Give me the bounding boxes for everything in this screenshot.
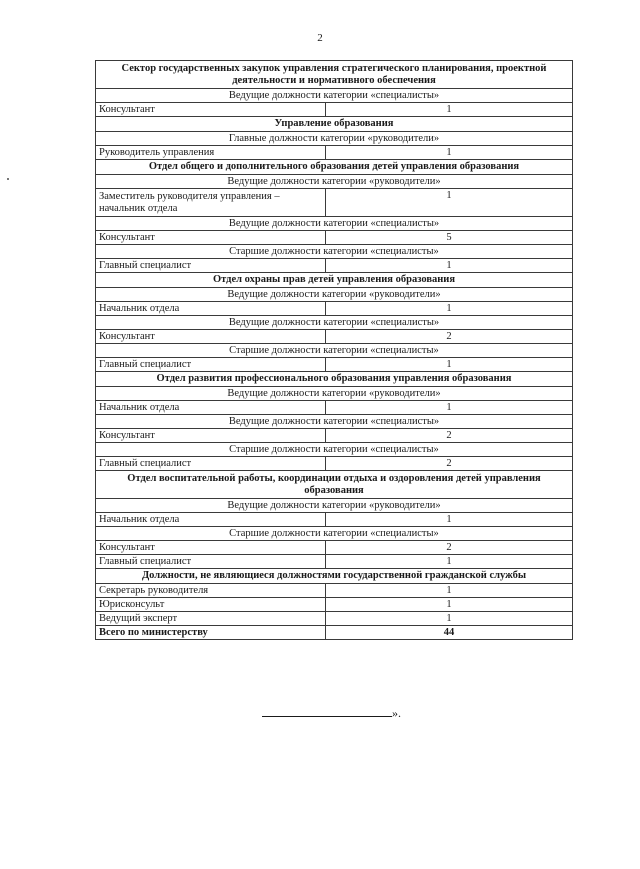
position-title: Главный специалист — [96, 358, 326, 372]
position-row — [96, 330, 573, 344]
position-title: Главный специалист — [96, 555, 326, 569]
position-count: 1 — [326, 612, 573, 626]
position-title: Консультант — [96, 541, 326, 555]
position-row — [96, 513, 573, 527]
section-header-row — [96, 569, 573, 584]
category-title: Ведущие должности категории «руководители» — [96, 387, 573, 401]
position-title: Руководитель управления — [96, 146, 326, 160]
category-row — [96, 89, 573, 103]
category-row — [96, 288, 573, 302]
position-count: 1 — [326, 146, 573, 160]
position-title: Секретарь руководителя — [96, 584, 326, 598]
position-row — [96, 259, 573, 273]
closing-quote: ». — [392, 706, 401, 720]
page-number: 2 — [317, 32, 323, 44]
category-title: Ведущие должности категории «специалисты» — [96, 89, 573, 103]
category-row — [96, 316, 573, 330]
section-header-row — [96, 61, 573, 89]
category-title: Старшие должности категории «специалисты» — [96, 245, 573, 259]
position-count: 2 — [326, 541, 573, 555]
position-title: Главный специалист — [96, 457, 326, 471]
position-count: 1 — [326, 401, 573, 415]
position-title: Юрисконсульт — [96, 598, 326, 612]
position-row — [96, 541, 573, 555]
position-count: 5 — [326, 231, 573, 245]
category-title: Ведущие должности категории «специалисты» — [96, 415, 573, 429]
section-title: Отдел воспитательной работы, координации отдыха и оздоровления детей управления образования — [96, 471, 573, 499]
position-count: 1 — [326, 103, 573, 117]
position-title: Ведущий эксперт — [96, 612, 326, 626]
category-title: Ведущие должности категории «руководители» — [96, 499, 573, 513]
section-title: Отдел развития профессионального образования управления образования — [96, 372, 573, 387]
section-title: Сектор государственных закупок управления стратегического планирования, проектной деятельности и нормативного обеспечения — [96, 61, 573, 89]
category-title: Ведущие должности категории «руководители» — [96, 288, 573, 302]
position-row — [96, 429, 573, 443]
position-count: 1 — [326, 513, 573, 527]
position-title: Начальник отдела — [96, 302, 326, 316]
category-title: Ведущие должности категории «руководители» — [96, 175, 573, 189]
category-title: Старшие должности категории «специалисты» — [96, 344, 573, 358]
position-count: 1 — [326, 584, 573, 598]
position-count: 2 — [326, 330, 573, 344]
category-row — [96, 344, 573, 358]
position-row — [96, 401, 573, 415]
position-count: 1 — [326, 259, 573, 273]
category-title: Старшие должности категории «специалисты» — [96, 443, 573, 457]
category-row — [96, 527, 573, 541]
position-count: 2 — [326, 429, 573, 443]
position-count: 2 — [326, 457, 573, 471]
category-row — [96, 499, 573, 513]
position-row — [96, 146, 573, 160]
category-row — [96, 443, 573, 457]
section-title: Управление образования — [96, 117, 573, 132]
category-row — [96, 132, 573, 146]
total-count: 44 — [326, 626, 573, 640]
position-row — [96, 555, 573, 569]
position-title: Консультант — [96, 103, 326, 117]
closing-line — [262, 706, 401, 721]
section-title: Отдел охраны прав детей управления образования — [96, 273, 573, 288]
section-header-row — [96, 273, 573, 288]
position-row — [96, 231, 573, 245]
position-title: Главный специалист — [96, 259, 326, 273]
section-header-row — [96, 117, 573, 132]
section-title: Должности, не являющиеся должностями государственной гражданской службы — [96, 569, 573, 584]
category-row — [96, 245, 573, 259]
position-count: 1 — [326, 189, 573, 217]
category-title: Главные должности категории «руководители» — [96, 132, 573, 146]
section-header-row — [96, 471, 573, 499]
total-row — [96, 626, 573, 640]
position-title: Начальник отдела — [96, 401, 326, 415]
staffing-table-body — [96, 61, 573, 640]
position-title: Консультант — [96, 330, 326, 344]
position-title: Консультант — [96, 231, 326, 245]
category-title: Старшие должности категории «специалисты» — [96, 527, 573, 541]
section-header-row — [96, 160, 573, 175]
category-row — [96, 175, 573, 189]
position-row — [96, 302, 573, 316]
category-title: Ведущие должности категории «специалисты» — [96, 316, 573, 330]
position-title: Заместитель руководителя управления – начальник отдела — [96, 189, 326, 217]
staffing-table — [95, 60, 573, 640]
category-row — [96, 217, 573, 231]
section-title: Отдел общего и дополнительного образования детей управления образования — [96, 160, 573, 175]
signature-blank — [262, 706, 392, 717]
category-row — [96, 387, 573, 401]
position-count: 1 — [326, 555, 573, 569]
position-title: Консультант — [96, 429, 326, 443]
position-row — [96, 189, 573, 217]
position-count: 1 — [326, 358, 573, 372]
position-row — [96, 457, 573, 471]
position-row — [96, 598, 573, 612]
category-row — [96, 415, 573, 429]
position-count: 1 — [326, 598, 573, 612]
total-label: Всего по министерству — [96, 626, 326, 640]
position-row — [96, 612, 573, 626]
section-header-row — [96, 372, 573, 387]
position-row — [96, 358, 573, 372]
position-title: Начальник отдела — [96, 513, 326, 527]
category-title: Ведущие должности категории «специалисты» — [96, 217, 573, 231]
position-count: 1 — [326, 302, 573, 316]
position-row — [96, 103, 573, 117]
position-row — [96, 584, 573, 598]
scan-margin-mark — [7, 178, 9, 180]
